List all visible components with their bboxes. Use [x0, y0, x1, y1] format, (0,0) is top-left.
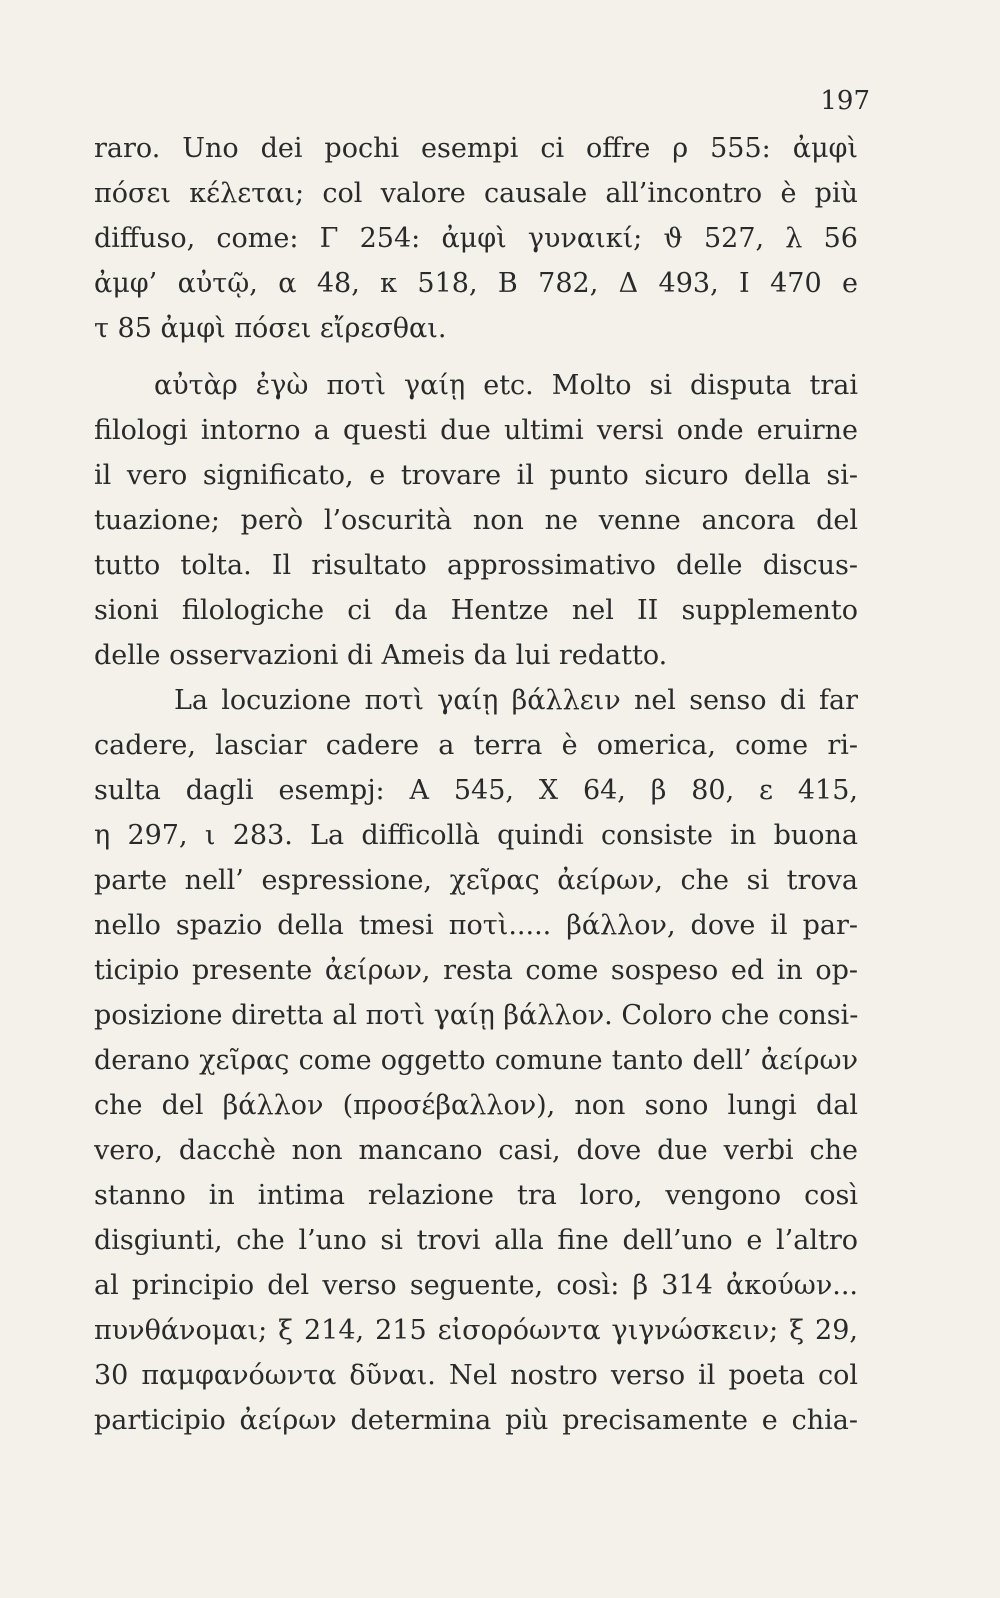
text-line: delle osservazioni di Ameis da lui redatto. — [94, 640, 668, 671]
text-line: vero, dacchè non mancano casi, dove due verbi che — [94, 1135, 858, 1166]
text-line: parte nell’ espressione, χεῖρας ἀείρων, che si trova — [94, 865, 858, 896]
text-line: αὐτὰρ ἐγὼ ποτὶ γαίῃ etc. Molto si disputa trai — [154, 370, 858, 401]
text-line: sulta dagli esempj: A 545, X 64, β 80, ε 415, — [94, 775, 858, 806]
text-line: tutto tolta. Il risultato approssimativo delle discus- — [94, 550, 858, 581]
text-line: ἀμφ’ αὐτῷ, α 48, κ 518, B 782, Δ 493, I 470 e — [94, 268, 858, 299]
text-line: al principio del verso seguente, così: β 314 ἀκούων... — [94, 1270, 858, 1301]
text-line: cadere, lasciar cadere a terra è omerica, come ri- — [94, 730, 858, 761]
text-line: posizione diretta al ποτὶ γαίῃ βάλλον. Coloro che consi- — [94, 1000, 858, 1031]
body-text — [94, 126, 858, 1443]
text-line: participio ἀείρων determina più precisamente e chia- — [94, 1405, 858, 1436]
text-line: 30 παμφανόωντα δῦναι. Nel nostro verso il poeta col — [94, 1360, 858, 1391]
paragraph-3 — [94, 678, 858, 1443]
text-line: diffuso, come: Γ 254: ἀμφὶ γυναικί; ϑ 527, λ 56 — [94, 223, 858, 254]
text-line: derano χεῖρας come oggetto comune tanto dell’ ἀείρων — [94, 1045, 858, 1076]
text-line: stanno in intima relazione tra loro, vengono così — [94, 1180, 858, 1211]
text-line: sioni filologiche ci da Hentze nel II supplemento — [94, 595, 858, 626]
text-line: il vero significato, e trovare il punto sicuro della si- — [94, 460, 858, 491]
text-line: che del βάλλον (προσέβαλλον), non sono lungi dal — [94, 1090, 858, 1121]
text-line: πόσει κέλεται; col valore causale all’incontro è più — [94, 178, 858, 209]
text-line: πυνθάνομαι; ξ 214, 215 εἰσορόωντα γιγνώσκειν; ξ 29, — [94, 1315, 858, 1346]
text-line: τ 85 ἀμφὶ πόσει εἴρεσθαι. — [94, 313, 447, 344]
text-line: nello spazio della tmesi ποτὶ..... βάλλον, dove il par- — [94, 910, 858, 941]
paragraph-1 — [94, 126, 858, 351]
text-line: raro. Uno dei pochi esempi ci offre ρ 555: ἀμφὶ — [94, 133, 858, 164]
page-number: 197 — [820, 86, 870, 116]
paragraph-2 — [94, 363, 858, 678]
text-line: filologi intorno a questi due ultimi versi onde eruirne — [94, 415, 858, 446]
text-line: tuazione; però l’oscurità non ne venne ancora del — [94, 505, 858, 536]
text-line: La locuzione ποτὶ γαίῃ βάλλειν nel senso di far — [174, 685, 858, 716]
text-line: ticipio presente ἀείρων, resta come sospeso ed in op- — [94, 955, 858, 986]
text-line: η 297, ι 283. La difficollà quindi consiste in buona — [94, 820, 858, 851]
text-line: disgiunti, che l’uno si trovi alla fine dell’uno e l’altro — [94, 1225, 858, 1256]
